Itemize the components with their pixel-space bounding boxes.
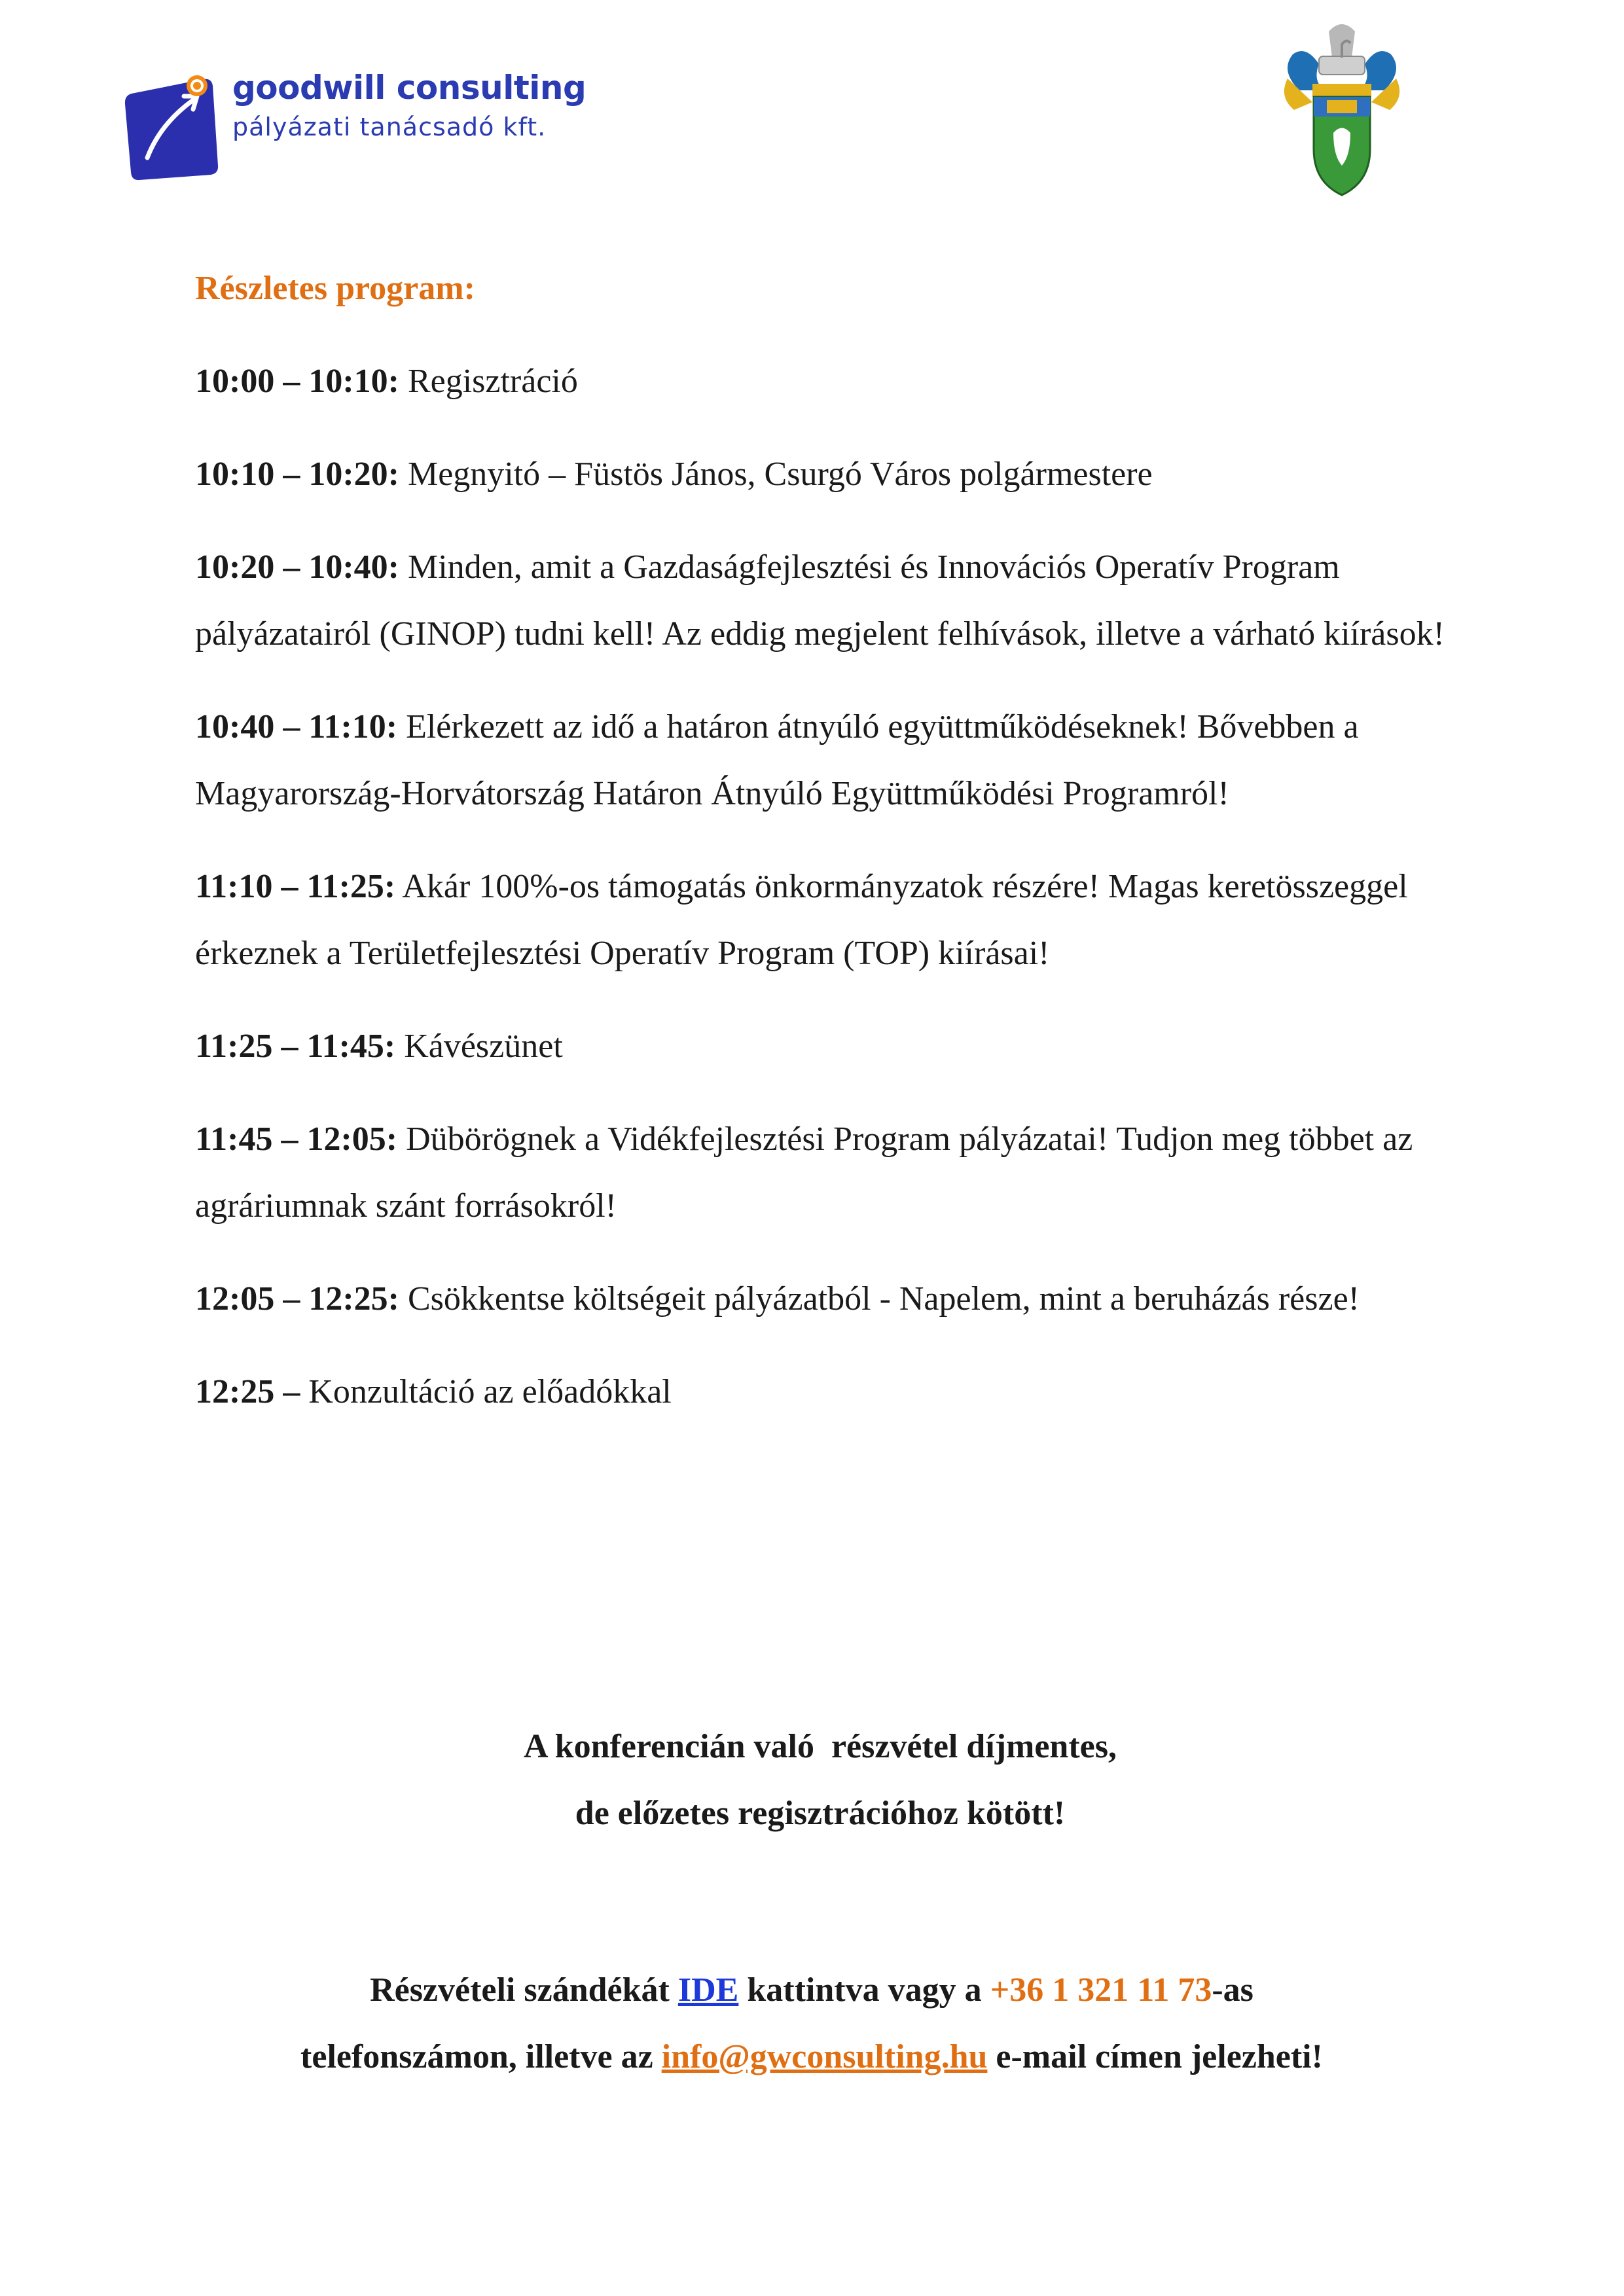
program-time: 11:45 – 12:05:: [195, 1121, 398, 1158]
phone-number: +36 1 321 11 73: [990, 1971, 1212, 2009]
closing-line-1: A konferencián való részvétel díjmentes,: [524, 1728, 1117, 1765]
program-time: 11:10 – 11:25:: [195, 868, 396, 905]
registration-link[interactable]: IDE: [677, 1971, 739, 2009]
program-text: Csökkentse költségeit pályázatból - Napelem, mint a beruházás része!: [399, 1280, 1360, 1318]
program-text: Regisztráció: [399, 363, 578, 400]
email-link[interactable]: info@gwconsulting.hu: [661, 2038, 988, 2075]
contact-text: -as: [1212, 1971, 1254, 2009]
program-item: [195, 1106, 1445, 1240]
page-header: [0, 0, 1624, 216]
program-text: Megnyitó – Füstös János, Csurgó Város polgármestere: [399, 456, 1153, 493]
program-time: 10:40 – 11:10:: [195, 708, 398, 745]
contact-text: telefonszámon, illetve az: [300, 2038, 662, 2075]
program-text: Elérkezett az idő a határon átnyúló együttműködéseknek! Bővebben a Magyarország-Horvátország Határon Átnyúló Együttműködési Programról!: [195, 708, 1359, 812]
section-title: Részletes program:: [195, 270, 475, 307]
program-time: 12:05 – 12:25:: [195, 1280, 399, 1318]
program-item: [195, 441, 1445, 508]
contact-text: e-mail címen jelezheti!: [987, 2038, 1323, 2075]
contact-line-2: [157, 2024, 1466, 2090]
program-item: [195, 534, 1445, 668]
program-time: 10:10 – 10:20:: [195, 456, 399, 493]
closing-line-2: de előzetes regisztrációhoz kötött!: [575, 1795, 1066, 1832]
contact-text: Részvételi szándékát: [370, 1971, 678, 2009]
program-item: [195, 853, 1445, 987]
program-text: Dübörögnek a Vidékfejlesztési Program pályázatai! Tudjon meg többet az agráriumnak szánt forrásokról!: [195, 1121, 1413, 1225]
program-section: [195, 255, 1445, 1452]
goodwill-logo-icon: [120, 67, 225, 183]
contact-text: kattintva vagy a: [738, 1971, 990, 2009]
program-item: [195, 348, 1445, 415]
coat-of-arms-icon: [1273, 18, 1411, 200]
program-item: [195, 694, 1445, 827]
program-text: Konzultáció az előadókkal: [300, 1373, 672, 1410]
closing-note: [195, 1713, 1445, 1847]
program-text: Kávészünet: [395, 1028, 563, 1065]
contact-note: [157, 1957, 1466, 2090]
program-time: 10:20 – 10:40:: [195, 548, 399, 586]
program-time: 10:00 – 10:10:: [195, 363, 399, 400]
program-item: [195, 1359, 1445, 1426]
program-text: Akár 100%-os támogatás önkormányzatok részére! Magas keretösszeggel érkeznek a Területfejlesztési Operatív Program (TOP) kiírásai!: [195, 868, 1408, 972]
program-item: [195, 1013, 1445, 1080]
program-time: 11:25 – 11:45:: [195, 1028, 396, 1065]
contact-line-1: [157, 1957, 1466, 2024]
program-time: 12:25 –: [195, 1373, 300, 1410]
logo-subtitle: pályázati tanácsadó kft.: [232, 113, 547, 141]
logo-title: goodwill consulting: [232, 69, 586, 107]
logo-text: [232, 68, 586, 143]
program-item: [195, 1266, 1445, 1333]
program-text: Minden, amit a Gazdaságfejlesztési és Innovációs Operatív Program pályázatairól (GINOP) tudni kell! Az eddig megjelent felhívások, illetve a várható kiírások!: [195, 548, 1445, 653]
